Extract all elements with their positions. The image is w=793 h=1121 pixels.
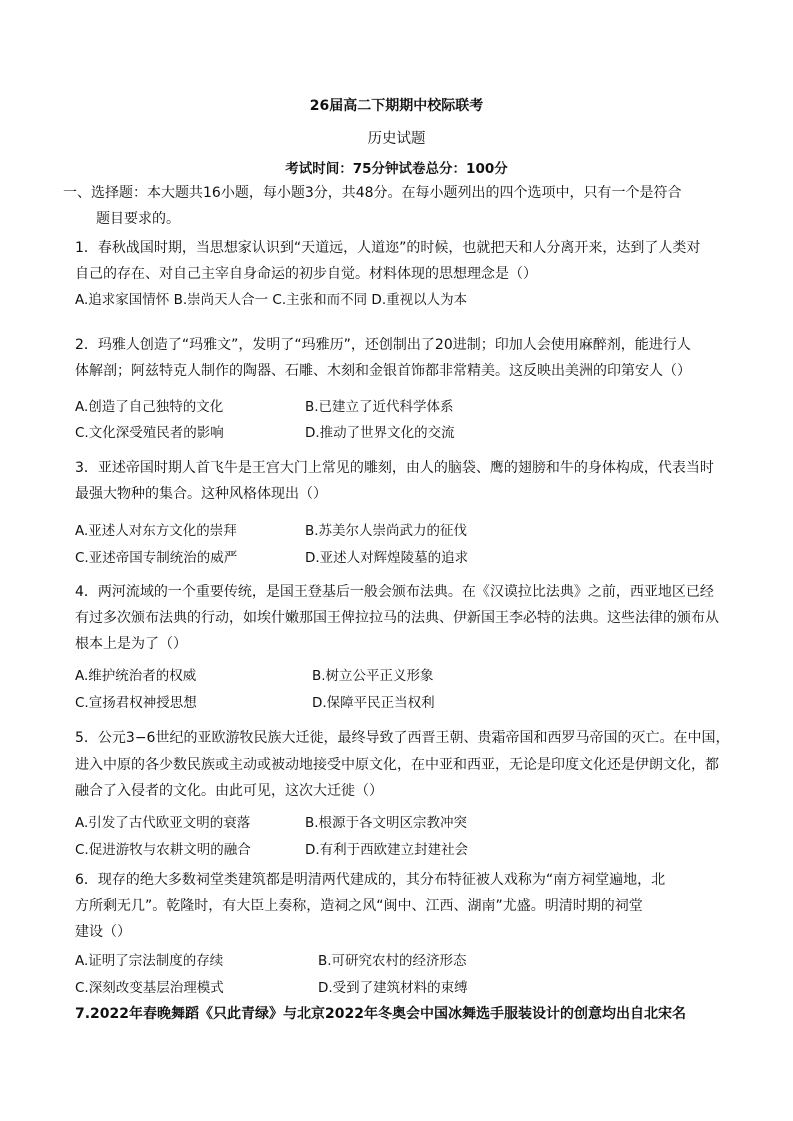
question-1-options: A.追求家国情怀 B.崇尚天人合一 C.主张和而不同 D.重视以人为本 — [75, 292, 468, 308]
question-5-option-d: D.有利于西欧建立封建社会 — [305, 842, 469, 858]
question-2-line-2: 体解剖；阿兹特克人制作的陶器、石雕、木刻和金银首饰都非常精美。这反映出美洲的印第安人（） — [75, 363, 691, 379]
section-heading-line-2: 题目要求的。 — [96, 211, 180, 227]
question-4-line-3: 根本上是为了（） — [75, 636, 187, 652]
question-5-line-3: 融合了入侵者的文化。由此可见，这次大迁徙（） — [75, 783, 383, 799]
question-2-option-c: C.文化深受殖民者的影响 — [75, 425, 224, 441]
question-3-line-1: 3．亚述帝国时期人首飞牛是王宫大门上常见的雕刻，由人的脑袋、鹰的翅膀和牛的身体构成，代表当时 — [75, 460, 714, 476]
question-7-line-1: 7.2022年春晚舞蹈《只此青绿》与北京2022年冬奥会中国冰舞选手服装设计的创意均出自北宋名 — [75, 1006, 686, 1022]
exam-info: 考试时间：75分钟试卷总分：100分 — [285, 161, 508, 177]
question-6-option-d: D.受到了建筑材料的束缚 — [318, 980, 468, 996]
question-3-option-c: C.亚述帝国专制统治的威严 — [75, 550, 238, 566]
question-2-option-d: D.推动了世界文化的交流 — [305, 425, 455, 441]
question-5-option-a: A.引发了古代欧亚文明的衰落 — [75, 815, 251, 831]
question-3-option-b: B.苏美尔人崇尚武力的征伐 — [305, 523, 468, 539]
subject-title: 历史试题 — [367, 131, 426, 147]
question-2-line-1: 2．玛雅人创造了“玛雅文”，发明了“玛雅历”，还创制出了20进制；印加人会使用麻醉剂，能进行人 — [75, 337, 691, 353]
question-4-option-a: A.维护统治者的权威 — [75, 668, 197, 684]
question-3-line-2: 最强大物种的集合。这种风格体现出（） — [75, 486, 327, 502]
question-6-line-2: 方所剩无几”。乾隆时，有大臣上奏称，造祠之风“闽中、江西、湖南”尤盛。明清时期的祠堂 — [75, 898, 643, 914]
question-2-option-a: A.创造了自己独特的文化 — [75, 399, 224, 415]
question-5-line-1: 5．公元3−6世纪的亚欧游牧民族大迁徙，最终导致了西晋王朝、贵霜帝国和西罗马帝国的灭亡。在中国， — [75, 730, 730, 746]
question-4-line-1: 4．两河流域的一个重要传统，是国王登基后一般会颁布法典。在《汉谟拉比法典》之前，西亚地区已经 — [75, 584, 714, 600]
question-6-line-3: 建设（） — [75, 924, 131, 940]
question-4-option-d: D.保障平民正当权利 — [312, 695, 435, 711]
question-4-option-c: C.宣扬君权神授思想 — [75, 695, 197, 711]
section-heading-line-1: 一、选择题：本大题共16小题，每小题3分，共48分。在每小题列出的四个选项中，只有一个是符合 — [63, 185, 682, 201]
exam-title: 26届高二下期期中校际联考 — [309, 98, 484, 114]
question-1-line-1: 1．春秋战国时期，当思想家认识到“天道远，人道迩”的时候，也就把天和人分离开来，达到了人类对 — [75, 240, 701, 256]
question-5-option-c: C.促进游牧与农耕文明的融合 — [75, 842, 251, 858]
question-3-option-a: A.亚述人对东方文化的崇拜 — [75, 523, 237, 539]
question-6-option-a: A.证明了宗法制度的存续 — [75, 953, 224, 969]
question-6-line-1: 6．现存的绝大多数祠堂类建筑都是明清两代建成的，其分布特征被人戏称为“南方祠堂遍地，北 — [75, 872, 666, 888]
question-5-option-b: B.根源于各文明区宗教冲突 — [305, 815, 468, 831]
question-4-line-2: 有过多次颁布法典的行动，如埃什嫩那国王俾拉拉马的法典、伊新国王李必特的法典。这些法律的颁布从 — [75, 610, 719, 626]
question-3-option-d: D.亚述人对辉煌陵墓的追求 — [305, 550, 469, 566]
question-4-option-b: B.树立公平正义形象 — [312, 668, 434, 684]
question-6-option-b: B.可研究农村的经济形态 — [318, 953, 467, 969]
question-2-option-b: B.已建立了近代科学体系 — [305, 399, 454, 415]
question-1-line-2: 自己的存在、对自己主宰自身命运的初步自觉。材料体现的思想理念是（） — [75, 266, 537, 282]
question-5-line-2: 进入中原的各少数民族或主动或被动地接受中原文化，在中亚和西亚，无论是印度文化还是伊朗文化，都 — [75, 757, 719, 773]
question-6-option-c: C.深刻改变基层治理模式 — [75, 980, 224, 996]
